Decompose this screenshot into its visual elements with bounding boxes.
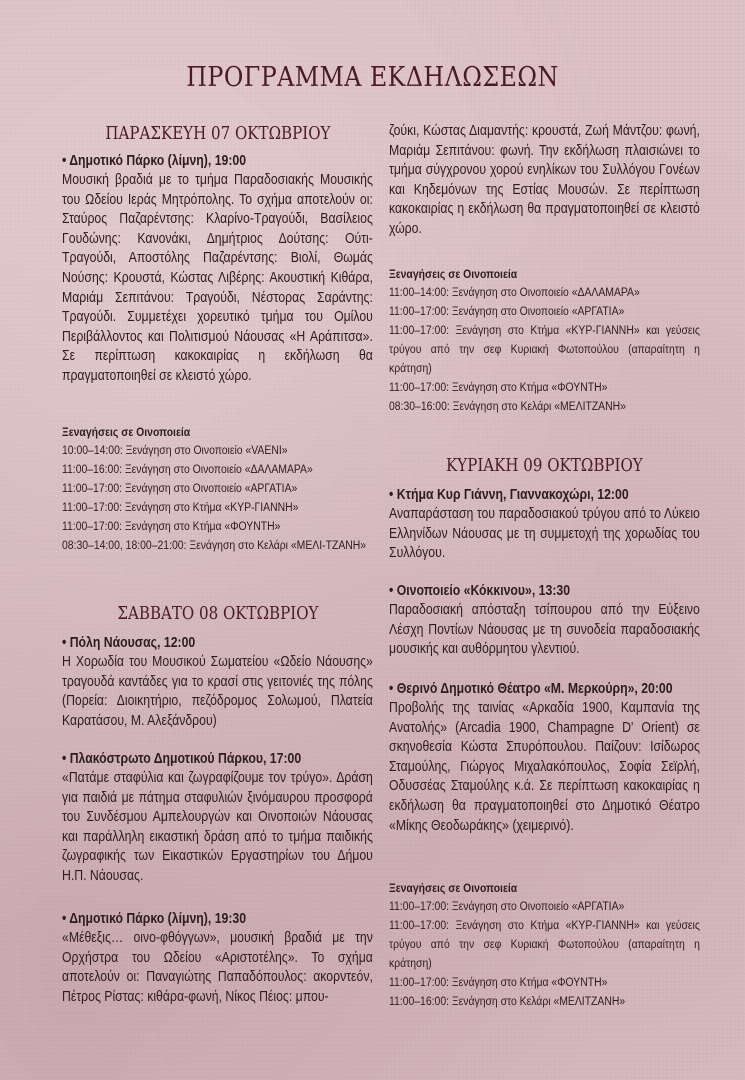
tour-item: 11:00–16:00: Ξενάγηση στο Οινοποιείο «ΔΑΛΑΜΑΡΑ»	[62, 462, 313, 476]
sunday-tours	[389, 880, 700, 1011]
saturday-event-1	[62, 634, 373, 731]
event-description: Η Χορωδία του Μουσικού Σωματείου «Ωδείο Νάουσης» τραγουδά καντάδες για το κρασί στις γειτονιές της πόλης (Πορεία: Διοικητήριο, πεζόδρομος Σολωμού, Πλατεία Καρατάσου, Μ. Αλεξάνδρου)	[62, 654, 373, 729]
tour-item: 11:00–17:00: Ξενάγηση στο Οινοποιείο «ΑΡΓΑΤΙΑ»	[62, 481, 298, 495]
saturday-tours	[389, 266, 700, 416]
saturday-event-3	[62, 910, 373, 1007]
event-description: Μουσική βραδιά με το τμήμα Παραδοσιακής Μουσικής του Ωδείου Ιεράς Μητρόπολης. Το σχήμα αποτελούν οι: Σταύρος Παζαρέντσης: Κλαρίνο-Τραγούδι, Βασίλειος Γουδώνης: Κανονάκι, Δημήτριος Δούτσης: Ούτι-Τραγούδι, Αποστόλης Παζαρέντσης: Βιολί, Θωμάς Νούσης: Κρουστά, Κώστας Λιβέρης: Ακουστική Κιθάρα, Μαριάμ Σεπιτάνου: Τραγούδι, Νέστορας Σαράντης: Τραγούδι. Συμμετέχει χορευτικό τμήμα του Ομίλου Περιβάλλοντος και Πολιτισμού Νάουσας «Η Αράπιτσα». Σε περίπτωση κακοκαιρίας η εκδήλωση θα πραγματοποιηθεί σε κλειστό χώρο.	[62, 172, 373, 384]
tour-item: 10:00–14:00: Ξενάγηση στο Οινοποιείο «VAENI»	[62, 443, 288, 457]
event-description: Παραδοσιακή απόσταξη τσίπουρου από την Εύξεινο Λέσχη Ποντίων Νάουσας με τη συνοδεία παραδοσιακής μουσικής και αυθόρμητου γλεντιού.	[389, 602, 700, 658]
day-heading-saturday: ΣΑΒΒΑΤΟ 08 ΟΚΤΩΒΡΙΟΥ	[116, 604, 319, 624]
event-description: «Μέθεξις… οινο-φθόγγων», μουσική βραδιά με την Ορχήστρα του Ωδείου «Αριστοτέλης». Το σχήμα αποτελούν οι: Παναγιώτης Παπαδόπουλος: ακορντεόν, Πέτρος Ρίστας: κιθάρα-φωνή, Νίκος Πέιος: μπου-	[62, 930, 373, 1005]
tour-item: 11:00–16:00: Ξενάγηση στο Κελάρι «ΜΕΛΙΤΖΑΝΗ»	[389, 994, 626, 1008]
event-description: Προβολής της ταινίας «Αρκαδία 1900, Καμπανία της Ανατολής» (Arcadia 1900, Champagne D' Orient) σε σκηνοθεσία Κώστα Σπυρόπουλου. Παίζουν: Ισίδωρος Σταμούλης, Γιώργος Μιχαλακόπουλος, Σοφία Σεϊρλή, Οδυσσέας Σταμούλης κ.ά. Σε περίπτωση κακοκαιρίας η εκδήλωση θα πραγματοποιηθεί στο Δημοτικό Θέατρο «Μίκης Θεοδωράκης» (χειμερινό).	[389, 700, 700, 834]
event-description: Αναπαράσταση του παραδοσιακού τρύγου από το Λύκειο Ελληνίδων Νάουσας με τη συμμετοχή της χορωδίας του Συλλόγου.	[389, 506, 700, 562]
tour-item: 08:30–16:00: Ξενάγηση στο Κελάρι «ΜΕΛΙΤΖΑΝΗ»	[389, 399, 626, 413]
tours-title: Ξεναγήσεις σε Οινοποιεία	[62, 425, 191, 439]
event-description: «Πατάμε σταφύλια και ζωγραφίζουμε τον τρύγο». Δράση για παιδιά με πάτημα σταφυλιών ξινόμαυρου προσφορά του Συνδέσμου Αμπελουργών και Οινοποιών Νάουσας και παράλληλη εικαστική δράση από το τμήμα παιδικής ζωγραφικής των Εικαστικών Εργαστηρίων του Δήμου Η.Π. Νάουσας.	[62, 770, 373, 884]
friday-event-1	[62, 152, 373, 387]
tour-item: 11:00–17:00: Ξενάγηση στο Οινοποιείο «ΑΡΓΑΤΙΑ»	[389, 304, 625, 318]
tour-item: 11:00–17:00: Ξενάγηση στο Κτήμα «ΦΟΥΝΤΗ»	[389, 975, 608, 989]
tour-item: 11:00–17:00: Ξενάγηση στο Κτήμα «ΚΥΡ-ΓΙΑΝΝΗ» και γεύσεις τρύγου από την σεφ Κυριακή Φωτοπούλου (απαραίτητη η κράτηση)	[389, 918, 700, 970]
tour-item: 11:00–17:00: Ξενάγηση στο Κτήμα «ΚΥΡ-ΓΙΑΝΝΗ»	[62, 500, 299, 514]
sunday-heading-block	[389, 452, 700, 480]
event-title: • Πόλη Νάουσας, 12:00	[62, 635, 196, 651]
event-title: • Δημοτικό Πάρκο (λίμνη), 19:30	[62, 911, 247, 927]
tour-item: 11:00–17:00: Ξενάγηση στο Κτήμα «ΦΟΥΝΤΗ»	[62, 519, 281, 533]
event-title: • Θερινό Δημοτικό Θέατρο «Μ. Μερκούρη», 20:00	[389, 681, 673, 697]
tour-item: 11:00–14:00: Ξενάγηση στο Οινοποιείο «ΔΑΛΑΜΑΡΑ»	[389, 285, 640, 299]
event-title: • Οινοποιείο «Κόκκινου», 13:30	[389, 583, 571, 599]
tour-item: 08:30–14:00, 18:00–21:00: Ξενάγηση στο Κελάρι «ΜΕΛΙ-ΤΖΑΝΗ»	[62, 538, 367, 552]
event-title: • Κτήμα Κυρ Γιάννη, Γιαννακοχώρι, 12:00	[389, 487, 629, 503]
saturday-heading-block	[62, 600, 373, 628]
saturday-event-3-continued	[389, 122, 700, 240]
page-title: ΠΡΟΓΡΑΜΜΑ ΕΚΔΗΛΩΣΕΩΝ	[186, 62, 559, 93]
tours-title: Ξεναγήσεις σε Οινοποιεία	[389, 881, 518, 895]
tour-item: 11:00–17:00: Ξενάγηση στο Κτήμα «ΚΥΡ-ΓΙΑΝΝΗ» και γεύσεις τρύγου από την σεφ Κυριακή Φωτοπούλου (απαραίτητη η κράτηση)	[389, 323, 700, 375]
sunday-event-3	[389, 680, 700, 836]
friday-heading-block	[62, 120, 373, 148]
day-heading-friday: ΠΑΡΑΣΚΕΥΗ 07 ΟΚΤΩΒΡΙΟΥ	[104, 124, 331, 144]
event-title: • Πλακόστρωτο Δημοτικού Πάρκου, 17:00	[62, 751, 302, 767]
sunday-event-1	[389, 486, 700, 564]
day-heading-sunday: ΚΥΡΙΑΚΗ 09 ΟΚΤΩΒΡΙΟΥ	[446, 456, 643, 476]
tours-title: Ξεναγήσεις σε Οινοποιεία	[389, 267, 518, 281]
event-title: • Δημοτικό Πάρκο (λίμνη), 19:00	[62, 153, 247, 169]
event-description: ζούκι, Κώστας Διαμαντής: κρουστά, Ζωή Μάντζου: φωνή, Μαριάμ Σεπιτάνου: φωνή. Την εκδήλωση πλαισιώνει το τμήμα σύγχρονου χορού ενηλίκων του Συλλόγου Γονέων και Κηδεμόνων της Εστίας Μουσών. Σε περίπτωση κακοκαιρίας η εκδήλωση θα πραγματοποιηθεί σε κλειστό χώρο.	[389, 123, 700, 237]
saturday-event-2	[62, 750, 373, 887]
tour-item: 11:00–17:00: Ξενάγηση στο Κτήμα «ΦΟΥΝΤΗ»	[389, 380, 608, 394]
friday-tours	[62, 424, 373, 555]
tour-item: 11:00–17:00: Ξενάγηση στο Οινοποιείο «ΑΡΓΑΤΙΑ»	[389, 899, 625, 913]
sunday-event-2	[389, 582, 700, 660]
